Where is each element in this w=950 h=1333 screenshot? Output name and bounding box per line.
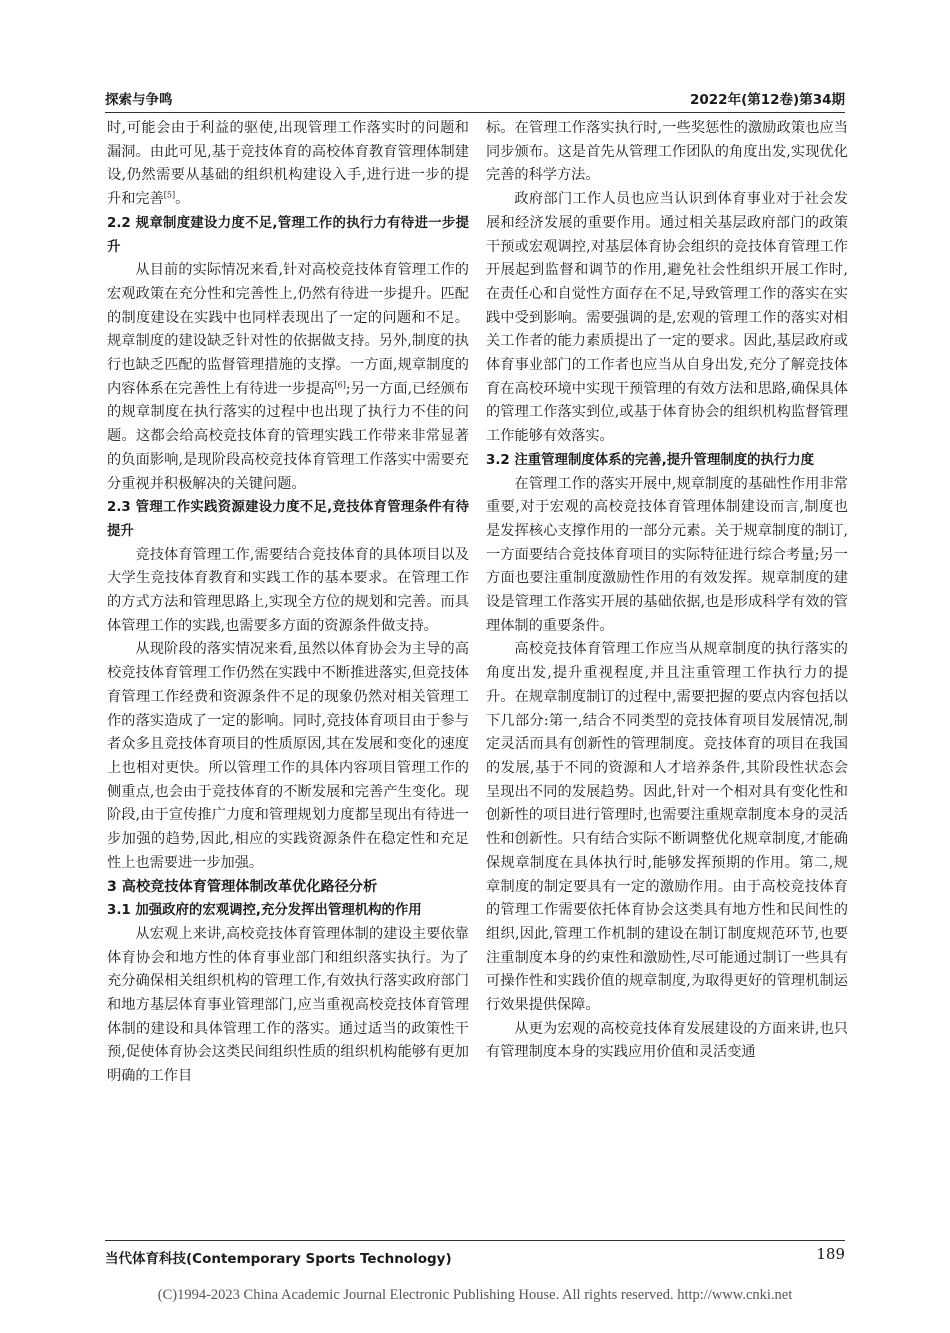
left-column xyxy=(107,117,469,1089)
section-heading-3-1: 3.1 加强政府的宏观调控,充分发挥出管理机构的作用 xyxy=(107,903,422,919)
paragraph-text: 时,可能会由于利益的驱使,出现管理工作落实时的问题和漏洞。由此可见,基于竞技体育的高校体育教育管理体制建设,仍然需要从基础的组织机构建设入手,进行进一步的提升和完善 xyxy=(107,120,469,208)
paragraph-text: 。 xyxy=(175,191,190,208)
section-heading-3-2: 3.2 注重管理制度体系的完善,提升管理制度的执行力度 xyxy=(486,452,815,468)
right-column xyxy=(486,117,848,1065)
paragraph: 标。在管理工作落实执行时,一些奖惩性的激励政策也应当同步颁布。这是首先从管理工作团队的角度出发,实现优化完善的科学方法。 xyxy=(486,120,848,184)
paragraph: 在管理工作的落实开展中,规章制度的基础性作用非常重要,对于宏观的高校竞技体育管理体制建设而言,制度也是发挥核心支撑作用的一部分元素。关于规章制度的制订,一方面要结合竞技体育项目的实际特征进行综合考量;另一方面也要注重制度激励性作用的有效发挥。规章制度的建设是管理工作落实开展的基础依据,也是形成科学有效的管理体制的重要条件。 xyxy=(486,475,848,634)
paragraph: 竞技体育管理工作,需要结合竞技体育的具体项目以及大学生竞技体育教育和实践工作的基本要求。在管理工作的方式方法和管理思路上,实现全方位的规划和完善。而具体管理工作的实践,也需要多方面的资源条件做支持。 xyxy=(107,546,469,634)
citation: [6] xyxy=(334,380,346,389)
paragraph: 高校竞技体育管理工作应当从规章制度的执行落实的角度出发,提升重视程度,并且注重管理工作执行力的提升。在规章制度制订的过程中,需要把握的要点内容包括以下几部分:第一,结合不同类型的竞技体育项目发展情况,制定灵活而具有创新性的管理制度。竞技体育的项目在我国的发展,基于不同的资源和人才培养条件,其阶段性状态会呈现出不同的发展趋势。因此,针对一个相对具有变化性和创新性的项目进行管理时,也需要注重规章制度本身的灵活性和创新性。只有结合实际不断调整优化规章制度,才能确保规章制度在具体执行时,能够发挥预期的作用。第二,规章制度的制定要具有一定的激励作用。由于高校竞技体育的管理工作需要依托体育协会这类具有地方性和民间性的组织,因此,管理工作机制的建设在制订制度规范环节,也要注重制度本身的约束性和激励性,尽可能通过制订一些具有可操作性和实践价值的规章制度,为取得更好的管理机制运行效果提供保障。 xyxy=(486,641,848,1014)
copyright-notice: (C)1994-2023 China Academic Journal Electronic Publishing House. All rights reserved. http://www.cnki.net xyxy=(157,1287,793,1303)
paragraph xyxy=(107,259,469,496)
running-footer xyxy=(105,1247,845,1269)
section-heading-3: 3 高校竞技体育管理体制改革优化路径分析 xyxy=(107,878,378,895)
issue-info: 2022年(第12卷)第34期 xyxy=(690,92,845,108)
page-number: 189 xyxy=(816,1245,845,1263)
paragraph-text: 从目前的实际情况来看,针对高校竞技体育管理工作的宏观政策在充分性和完善性上,仍然有待进一步提升。匹配的制度建设在实践中也同样表现出了一定的问题和不足。规章制度的建设缺乏针对性的依据做支持。另外,制度的执行也缺乏匹配的监督管理措施的支撑。一方面,规章制度的内容体系在完善性上有待进一步提高 xyxy=(107,262,469,397)
paragraph xyxy=(107,117,469,212)
paragraph: 从更为宏观的高校竞技体育发展建设的方面来讲,也只有管理制度本身的实践应用价值和灵活变通 xyxy=(486,1020,848,1061)
footer-rule xyxy=(105,1240,845,1241)
paragraph: 从现阶段的落实情况来看,虽然以体育协会为主导的高校竞技体育管理工作仍然在实践中不断推进落实,但竞技体育管理工作经费和资源条件不足的现象仍然对相关管理工作的落实造成了一定的影响。同时,竞技体育项目由于参与者众多且竞技体育项目的性质原因,其在发展和变化的速度上也相对更快。所以管理工作的具体内容项目管理工作的侧重点,也会由于竞技体育的不断发展和完善产生变化。现阶段,由于宣传推广力度和管理规划力度都呈现出有待进一步加强的趋势,因此,相应的实践资源条件在稳定性和充足性上也需要进一步加强。 xyxy=(107,641,469,871)
journal-name: 当代体育科技(Contemporary Sports Technology) xyxy=(105,1251,452,1267)
citation: [5] xyxy=(163,190,176,200)
paragraph-text: ;另一方面,已经颁布的规章制度在执行落实的过程中也出现了执行力不佳的问题。这都会给高校竞技体育的管理实践工作带来非常显著的负面影响,是现阶段高校竞技体育管理工作落实中需要充分重视并积极解决的关键问题。 xyxy=(107,380,469,492)
running-header xyxy=(105,88,845,110)
section-heading-2-3: 2.3 管理工作实践资源建设力度不足,竞技体育管理条件有待提升 xyxy=(107,500,469,539)
paragraph: 政府部门工作人员也应当认识到体育事业对于社会发展和经济发展的重要作用。通过相关基层政府部门的政策干预或宏观调控,对基层体育协会组织的竞技体育管理工作开展起到监督和调节的作用,避免社会性组织开展工作时,在责任心和自觉性方面存在不足,导致管理工作的落实在实践中受到影响。需要强调的是,宏观的管理工作的落实对相关工作者的能力素质提出了一定的要求。因此,基层政府或体育事业部门的工作者也应当从自身出发,充分了解竞技体育在高校环境中实现干预管理的有效方法和思路,确保具体的管理工作落实到位,或基于体育协会的组织机构监督管理工作能够有效落实。 xyxy=(486,191,848,445)
paragraph: 从宏观上来讲,高校竞技体育管理体制的建设主要依靠体育协会和地方性的体育事业部门和组织落实执行。为了充分确保相关组织机构的管理工作,有效执行落实政府部门和地方基层体育事业管理部门,应当重视高校竞技体育管理体制的建设和具体管理工作的落实。通过适当的政策性干预,促使体育协会这类民间组织性质的组织机构能够有更加明确的工作目 xyxy=(107,925,469,1085)
section-heading-2-2: 2.2 规章制度建设力度不足,管理工作的执行力有待进一步提升 xyxy=(107,215,469,255)
section-title: 探索与争鸣 xyxy=(105,92,173,108)
header-rule xyxy=(105,112,845,113)
